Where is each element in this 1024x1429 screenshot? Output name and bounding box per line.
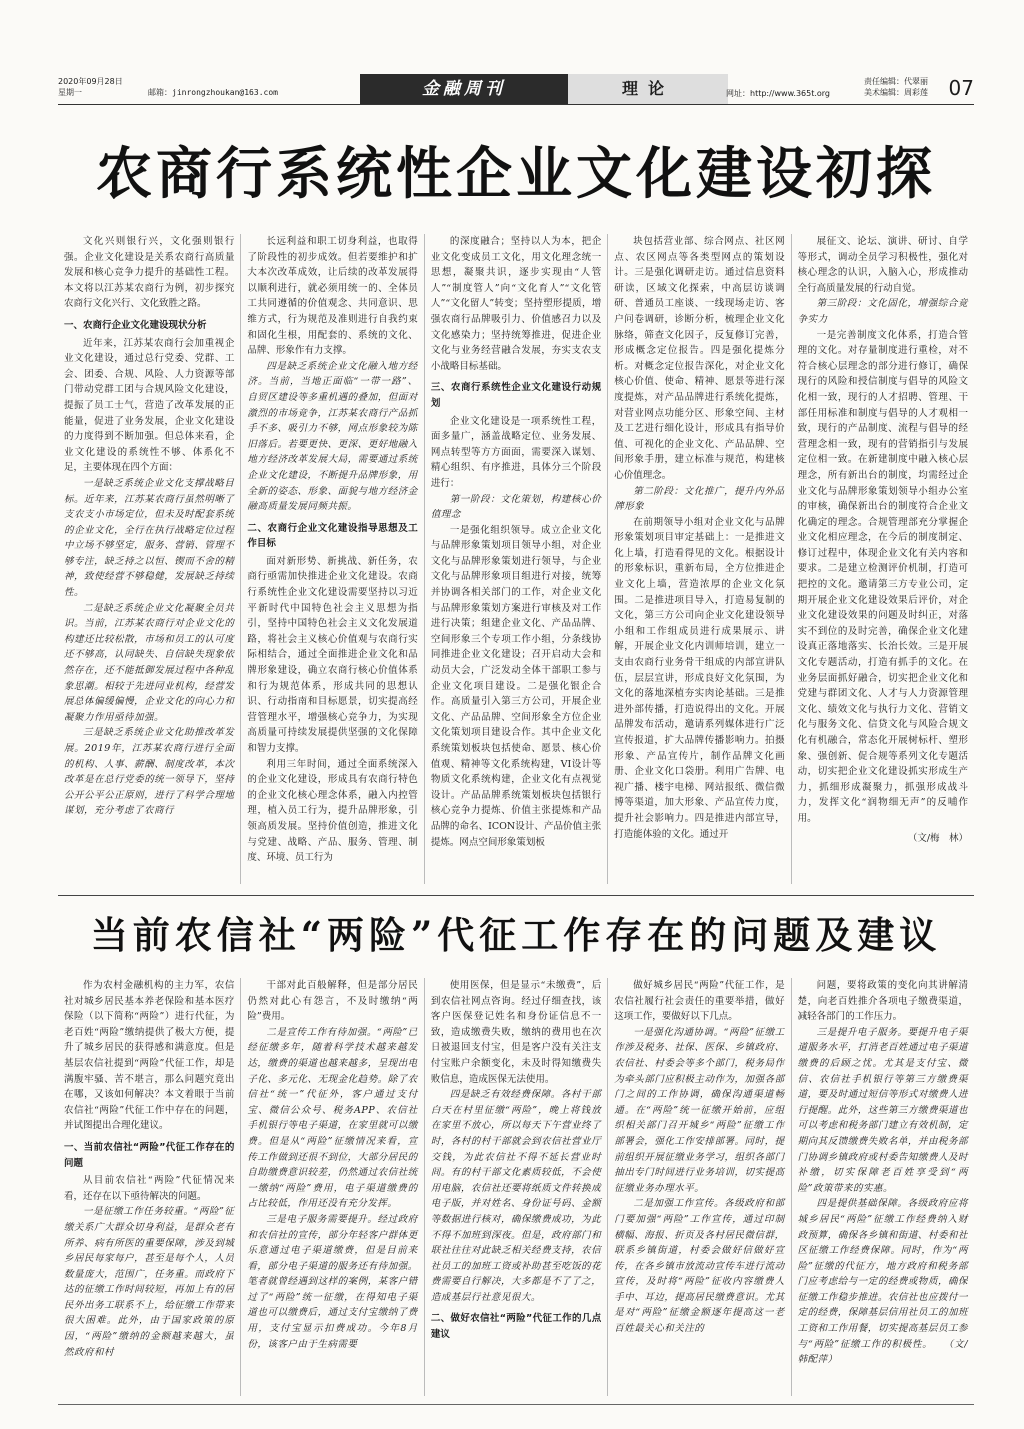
body-paragraph: 展征文、论坛、演讲、研讨、自学等形式，调动全员学习积极性，强化对核心理念的认识，入脑入心，形成推动全行高质量发展的行动自觉。 [797, 236, 969, 294]
article2-column [792, 978, 974, 1396]
subsection-paragraph: 四是缺乏有效经费保障。各村干部白天在村里征缴“两险”，晚上将钱放在家里不放心，所以每天下午营业终了时，各村的村干部就会到农信社营业厅交钱，为此农信社不得不延长营业时间。有的村干部文化素质较低，不会使用电脑，农信社还要将纸质文件转换成电子版，并对姓名、身份证号码、金额等数据进行核对，确保缴费成功，为此不得不加班到深夜。但是，政府部门和联社往往对此缺乏相关经费支持，农信社员工的加班工资或补助甚至吃饭的花费需要自行解决，大多都是不了了之，造成基层行社意见很大。 [430, 1089, 602, 1303]
page-number: 07 [948, 76, 974, 100]
art-editor: 美术编辑：周彩莲 [864, 88, 928, 97]
section-heading: 一、当前农信社“两险”代征工作存在的问题 [64, 1141, 235, 1169]
body-paragraph: 使用医保，但是显示“未缴费”，后到农信社网点咨询。经过仔细查找，该客户医保登记姓名和身份证信息不一致，造成缴费失败，缴纳的费用也在次日被退回支付宝，但是客户没有关注支付宝账户余额变化，未及时得知缴费失败信息，造成医保无法使用。 [430, 980, 602, 1085]
body-paragraph: 干部对此百般解释，但是部分居民仍然对此心有怨言，不及时缴纳“两险”费用。 [247, 980, 418, 1023]
body-paragraph: 问题，要将政策的变化向其讲解清楚，向老百姓推介各项电子缴费渠道，减轻各部门的工作压力。 [797, 980, 969, 1023]
editor-credits [864, 76, 928, 98]
subsection-paragraph: 三是缺乏系统企业文化助推改革发展。2019年，江苏某农商行进行全面的机构、人事、薪酬、制度改革，本次改革是在总行党委的统一领导下，坚持公开公平公正原则，进行了科学合理地谋划，充分考虑了农商行 [64, 727, 235, 817]
body-paragraph: 一是强化组织领导。成立企业文化与品牌形象策划项目领导小组，对企业文化与品牌形象策划进行领导，与企业文化与品牌形象项目组进行对接，统筹并协调各相关部门的工作，对企业文化与品牌形象策划方案进行审核及对工作进行决策；组建企业文化、产品品牌、空间形象三个专项工作小组，分条线协同推进企业文化建设；召开启动大会和动员大会，广泛发动全体干部职工参与企业文化项目建设。二是强化银企合作。高质量引入第三方公司，开展企业文化、产品品牌、空间形象全方位企业文化策划项目建设合作。其中企业文化系统策划板块包括使命、愿景、核心价值观、精神等文化系统构建，VI设计等物质文化系统构建，企业文化有点视觉设计。产品品牌系统策划板块包括银行核心竞争力提炼、价值主张提炼和产品品牌的命名、ICON设计、产品价值主张提炼。网点空间形象策划板 [430, 524, 602, 848]
body-paragraph: 文化兴则银行兴，文化强则银行强。企业文化建设是关系农商行高质量发展和核心竞争力提升的基础性工程。本文将以江苏某农商行为例，初步探究农商行文化兴行、文化致胜之路。 [64, 236, 235, 310]
body-paragraph: 作为农村金融机构的主力军，农信社对城乡居民基本养老保险和基本医疗保险（以下简称“两险”）进行代征，为老百姓“两险”缴纳提供了极大方便，提升了城乡居民的获得感和满意度。但是基层农信社提到“两险”代征工作，却是满腹牢骚、苦不堪言，那么问题究竟出在哪，又该如何解决？本文着眼于当前农信社“两险”代征工作中存在的问题，并试图提出合理化建议。 [64, 980, 235, 1132]
subsection-paragraph: 二是宣传工作有待加强。“两险”已经征缴多年，随着科学技术越来越发达，缴费的渠道也越来越多，呈现出电子化、多元化、无现金化趋势。除了农信社“统一”代征外，客户通过支付宝、微信公众号、税务APP、农信社手机银行等电子渠道，在家里就可以缴费。但是从“两险”征缴情况来看，宣传工作做到还很不到位，大部分居民的自助缴费意识较差，仍然通过农信社统一缴纳“两险”费用，电子渠道缴费的占比较低，作用还没有充分发挥。 [247, 1026, 418, 1210]
article-divider [58, 895, 974, 896]
article2-column [58, 978, 241, 1396]
subsection-paragraph: 一是强化沟通协调。“两险”征缴工作涉及税务、社保、医保、乡镇政府、农信社、村委会等多个部门，税务局作为牵头部门应积极主动作为，加强各部门之间的工作协调，确保沟通渠道畅通。在“两险”统一征缴开始前，应组织相关部门召开城乡“两险”征缴工作部署会，强化工作安排部署。同时，提前组织开展征缴业务学习，组织各部门抽出专门时间进行业务培训，切实提高征缴业务办理水平。 [614, 1026, 785, 1194]
subsection-paragraph: 第二阶段：文化推广，提升内外品牌形象 [614, 485, 785, 513]
body-paragraph: 长远利益和职工切身利益，也取得了阶段性的初步成效。但若要维护和扩大本次改革成效，让后续的改革发展得以顺利进行，就必须用统一的、全体员工共同遵循的价值观念、共同意识、思维方式，行为规范及准则进行自我约束和固化生根，用配套的、系统的文化、品牌、形象作有力支撑。 [247, 236, 418, 357]
body-paragraph: 的深度融合；坚持以人为本，把企业文化变成员工文化，用文化理念统一思想，凝聚共识，逐步实现由“人管人”“制度管人”向“文化育人”“文化管人”“文化留人”转变；坚持塑形提质，增强农商行品牌吸引力、价值感召力以及文化感染力；坚持统筹推进，促进企业文化与业务经营融合发展，夯实支农支小战略目标基础。 [430, 236, 602, 372]
subsection-paragraph: 一是缺乏系统企业文化支撑战略目标。近年来，江苏某农商行虽然明晰了支农支小市场定位，但未及时配套系统的企业文化，全行在执行战略定位过程中立场不够坚定，服务、营销、管理不够专注，缺乏持之以恒、锲而不舍的精神，致使经营不够稳健，发展缺乏持续性。 [64, 477, 235, 599]
masthead-date-block [58, 76, 123, 98]
subsection-paragraph: 第一阶段：文化策划，构建核心价值理念 [430, 493, 602, 521]
subsection-paragraph: 二是缺乏系统企业文化凝聚全员共识。当前，江苏某农商行对企业文化的构建还比较松散，市场和员工的认可度还不够高，认同缺失、自信缺失现象依然存在，还不能抵御发展过程中各种乱象思潮。相较于先进同业机构，经营发展总体偏缓偏慢，企业文化的向心力和凝聚力作用亟待加强。 [64, 602, 235, 723]
body-paragraph: 近年来，江苏某农商行会加重视企业文化建设，通过总行党委、党群、工会、团委、合规、风险、人力资源等部门带动党群工团与合规风险文化建设，提振了员工士气，营造了改革发展的正能量，促进了业务发展，企业文化建设的力度得到不断加强。但总体来看，企业文化建设的系统性不够、体系化不足，主要体现在四个方面： [64, 337, 235, 474]
article2-column [425, 978, 608, 1396]
article1-column [608, 234, 791, 884]
subsection-paragraph: 三是电子服务需要提升。经过政府和农信社的宣传，部分年轻客户群体更乐意通过电子渠道缴费，但是目前来看，部分电子渠道的服务还有待加强。笔者就曾经遇到这样的案例，某客户错过了“两险”统一征缴，在得知电子渠道也可以缴费后，通过支付宝缴纳了费用，支付宝显示扣费成功。今年8月份，该客户由于生病需要 [247, 1213, 418, 1350]
subsection-paragraph: 四是缺乏系统企业文化融入地方经济。当前，当地正面临“一带一路”、自贸区建设等多重机遇的叠加，但面对激烈的市场竞争，江苏某农商行产品抓手不多、吸引力不够，网点形象较为陈旧落后。若要更快、更深、更好地融入地方经济改革发展大局，需要通过系统企业文化建设，不断提升品牌形象，用全新的姿态、形象、面貌与地方经济金融高质量发展同频共振。 [247, 360, 418, 513]
body-paragraph: 一是完善制度文化体系，打造合管理的文化。对存量制度进行重检，对不符合核心层理念的部分进行修订，确保现行的风险和授信制度与倡导的风险文化相一致，现行的人才招聘、管理、干部任用标准和制度与倡导的人才观相一致，现行的产品制度、流程与倡导的经营理念相一致，现有的营销指引与发展定位相一致。在新建制度中融入核心层理念，所有新出台的制度，均需经过企业文化与品牌形象策划领导小组办公室的审核，确保新出台的制度符合企业文化确定的理念。合规管理部充分掌握企业文化相应理念，在今后的制度制定、修订过程中，体现企业文化有关内容和要求。二是建立检测评价机制，打造可把控的文化。邀请第三方专业公司，定期开展企业文化建设效果后评价，对企业文化建设效果的问题及时纠正，对落实不到位的及时完善，确保企业文化建设真正落地落实、长治长效。三是开展文化专题活动，打造有抓手的文化。在业务层面抓好融合，切实把企业文化和党建与群团文化、人才与人力资源管理文化、绩效文化与执行力文化、营销文化与服务文化、信贷文化与风险合规文化有机融合，常态化开展树标杆、塑形象、强创新、促合规等系列文化专题活动，切实把企业文化建设抓实形成生产力，抓细形成凝聚力，抓强形成战斗力，发挥文化“润物细无声”的反哺作用。 [797, 329, 969, 824]
duty-editor: 责任编辑：代翠丽 [864, 77, 928, 86]
article1-column [792, 234, 974, 884]
website-url: 网址：http://www.365t.org [726, 89, 831, 98]
article2-headline: 当前农信社“两险”代征工作存在的问题及建议 [90, 913, 942, 957]
article1-column [58, 234, 241, 884]
issue-date: 2020年09月28日 [58, 77, 123, 86]
subsection-paragraph: 二是加强工作宣传。各级政府和部门要加强“两险”工作宣传，通过印制横幅、海报、折页及各村居民微信群，联系乡镇街道，村委会做好信做好宣传，在各乡镇市放流动宣传车进行流动宣传，及时将“两险”征收内容缴费人手中、耳边，提高居民缴费意识。尤其是对“两险”征缴金额逐年提高这一老百姓最关心和关注的 [614, 1198, 785, 1335]
body-paragraph: 面对新形势、新挑战、新任务，农商行亟需加快推进企业文化建设。农商行系统性企业文化建设需要坚持以习近平新时代中国特色社会主义思想为指引，坚持中国特色社会主义文化发展道路，将社会主义核心价值观与农商行实际相结合，通过全面推进企业文化和品牌形象建设，确立农商行核心价值体系和行为规范体系，形成共同的思想认识、行动指南和目标愿景，切实提高经营管理水平，增强核心竞争力，为实现高质量可持续发展提供坚强的文化保障和智力支撑。 [247, 555, 418, 754]
body-paragraph: 做好城乡居民“两险”代征工作，是农信社履行社会责任的重要举措，做好这项工作，要做好以下几点。 [614, 980, 785, 1023]
section-heading: 一、农商行企业文化建设现状分析 [64, 319, 207, 331]
article1-column [241, 234, 424, 884]
subsection-paragraph: 第三阶段：文化固化，增强综合竞争实力 [797, 298, 969, 325]
section-heading: 二、做好农信社“两险”代征工作的几点建议 [430, 1313, 602, 1341]
footer-rule [58, 1404, 974, 1405]
article2-body [58, 978, 974, 1396]
subsection-paragraph: 三是提升电子服务。要提升电子渠道服务水平，打消老百姓通过电子渠道缴费的后顾之忧。尤其是支付宝、微信、农信社手机银行等第三方缴费渠道，要及时通过短信等形式对缴费人进行提醒。此外，这些第三方缴费渠道也可以考虑和税务部门建立有效机制，定期向其反馈缴费失败名单，并由税务部门协调乡镇政府或村委告知缴费人及时补缴，切实保障老百姓享受到“两险”政策带来的实惠。 [797, 1026, 969, 1194]
publication-brand: 金融周刊 [360, 74, 568, 104]
article1-body [58, 234, 974, 884]
section-name: 理论 [568, 74, 728, 104]
section-heading: 三、农商行系统性企业文化建设行动规划 [430, 382, 602, 409]
body-paragraph: 从目前农信社“两险”代征情况来看，还存在以下亟待解决的问题。 [64, 1175, 235, 1202]
section-heading: 二、农商行企业文化建设指导思想及工作目标 [247, 522, 418, 550]
masthead [58, 74, 974, 105]
body-paragraph: 块包括营业部、综合网点、社区网点、农区网点等各类型网点的策划设计。三是强化调研走访。通过信息资料研读，区域文化探索，中高层访谈调研、普通员工座谈、一线现场走访、客户问卷调研，诊断分析，梳理企业文化脉络，筛查文化因子，反复修订完善，形成概念定位报告。四是强化提炼分析。对概念定位报告深化，对企业文化核心价值、使命、精神、愿景等进行深度提炼，对产品品牌进行系统化提炼，对营业网点功能分区、形象空间、主材及工艺进行细化设计，形成具有指导价值、可视化的企业文化、产品品牌、空间形象手册，建立标准与规范，构建核心价值理念。 [614, 236, 785, 481]
body-paragraph: 企业文化建设是一项系统性工程，面多量广，涵盖战略定位、业务发展、网点转型等方方面面，需要深入谋划、精心组织、有序推进，具体分三个阶段进行： [430, 415, 602, 489]
article1-headline: 农商行系统性企业文化建设初探 [96, 142, 936, 207]
subsection-paragraph: 一是征缴工作任务较重。“两险”征缴关系广大群众切身利益，是群众老有所养、病有所医的重要保障，涉及到城乡居民每家每户，甚至是每个人，人员数量庞大，范围广，任务重。而政府下达的征缴工作时间较短，再加上有的居民外出务工联系不上，给征缴工作带来很大困难。此外，由于国家政策的原因，“两险”缴纳的金额越来越大，虽然政府和村 [64, 1206, 235, 1358]
subsection-paragraph: 四是提供基础保障。各级政府应将城乡居民“两险”征缴工作经费纳入财政预算，确保各乡镇和街道、村委和社区征缴工作经费保障。同时，作为“两险”征缴的代征方，地方政府和税务部门应考虑给与一定的经费或物质，确保征缴工作稳步推进。农信社也应拨付一定的经费，保障基层信用社员工的加班工资和工作用餐，切实提高基层员工参与“两险”征缴工作的积极性。 （文/韩配萍） [797, 1198, 969, 1366]
body-paragraph: 利用三年时间，通过全面系统深入的企业文化建设，形成具有农商行特色的企业文化核心理念体系，融入内控管理，植入员工行为，提升品牌形象，引领高质发展。坚持价值创造，推进文化与党建、战略、产品、服务、管理、制度、环境、员工行为 [247, 758, 418, 864]
author-byline: （文/梅 林） [907, 832, 969, 844]
issue-weekday: 星期一 [58, 88, 82, 97]
contact-email: 邮箱：jinrongzhoukan@163.com [148, 88, 278, 97]
article1-column [425, 234, 608, 884]
article2-column [608, 978, 791, 1396]
article2-column [241, 978, 424, 1396]
body-paragraph: 在前期领导小组对企业文化与品牌形象策划项目审定基础上：一是推进文化上墙，打造看得见的文化。根据设计的形象标识，重新布局，全方位推进企业文化上墙，营造浓厚的企业文化氛围。二是推进项目导入，打造易复制的文化，第三方公司向企业文化建设领导小组和工作组成员进行成果展示、讲解，开展企业文化内训师培训，建立一支由农商行业务骨干组成的内部宣讲队伍，层层宣讲，形成良好文化氛围，为文化的落地深植夯实肉论基础。三是推进外部传播，打造说得出的文化。开展品牌发布活动，邀请系列媒体进行广泛宣传报道，扩大品牌传播影响力。拍摄形象、产品宣传片，制作品牌文化画册、企业文化口袋册。利用广告牌、电视广播、楼宇电梯、网站报纸、微信微博等渠道，加大形象、产品宣传力度，提升社会影响力。四是推进内部宣导，打造能体验的文化。通过开 [614, 516, 785, 840]
